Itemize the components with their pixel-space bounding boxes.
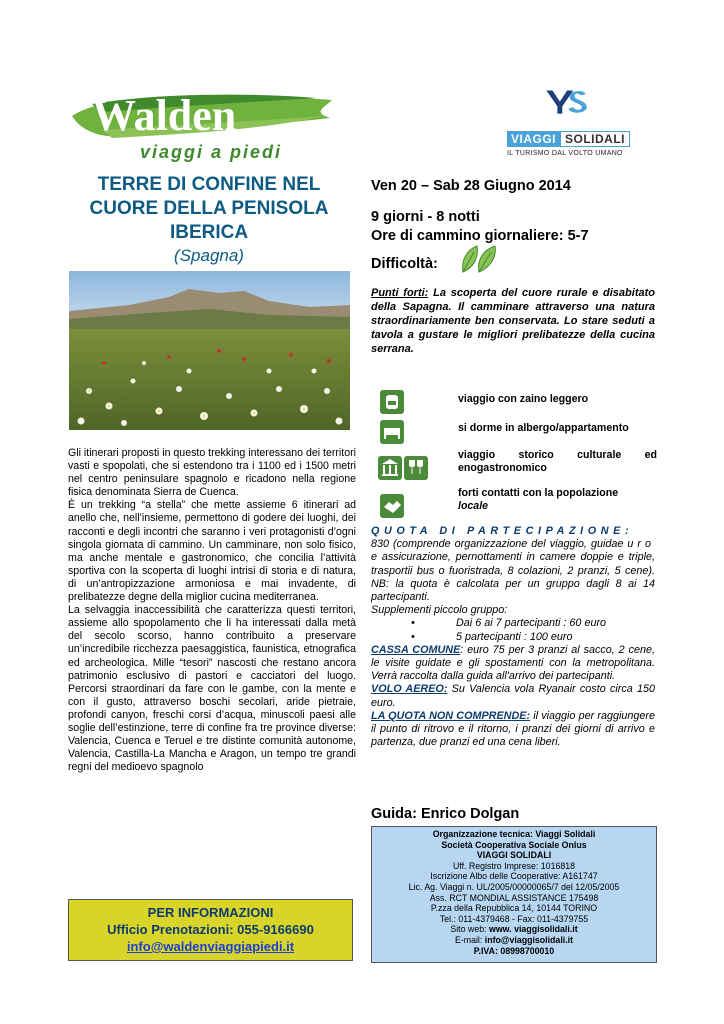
org-email: E-mail: info@viaggisolidali.it bbox=[454, 934, 574, 945]
common-fund bbox=[371, 644, 655, 684]
flight-label: VOLO AEREO: bbox=[371, 683, 448, 696]
contact-email-link[interactable]: info@waldenviaggiapiedi.it bbox=[126, 939, 295, 954]
org-vat: P.IVA: 08998700010 bbox=[473, 945, 555, 956]
org-line: Iscrizione Albo delle Cooperative: A161747 bbox=[430, 871, 598, 882]
walden-name: Walden bbox=[92, 91, 237, 140]
vs-word-viaggi: VIAGGI bbox=[507, 131, 560, 147]
trip-dates: Ven 20 – Sab 28 Giugno 2014 bbox=[371, 178, 571, 194]
org-email-link[interactable]: info@viaggisolidali.it bbox=[484, 934, 574, 945]
org-line: Tel.: 011-4379468 - Fax: 011-4379755 bbox=[439, 913, 589, 924]
feature-lodging bbox=[377, 419, 657, 445]
org-line: Ass. RCT MONDIAL ASSISTANCE 175498 bbox=[429, 892, 599, 903]
org-website: Sito web: www. viaggisolidali.it bbox=[450, 924, 578, 935]
organization-box bbox=[371, 826, 657, 963]
viaggi-solidali-tagline: IL TURISMO DAL VOLTO UMANO bbox=[507, 150, 623, 157]
price-excludes bbox=[371, 710, 655, 750]
backpack-icon bbox=[377, 389, 407, 415]
info-box-title: PER INFORMAZIONI bbox=[147, 905, 274, 920]
description-paragraph: Gli itinerari proposti in questo trekking interessano dei territori vasti e spopolati, che si estendono tra i 1100 ed i 1500 metri nel centro peninsulare spagnolo e ricadono nella regione fisica denominata Sierra de Cuenca. bbox=[68, 447, 356, 499]
org-line: Lic. Ag. Viaggi n. UL/2005/00000065/7 del 12/05/2005 bbox=[408, 881, 620, 892]
supplement-item: • Dai 6 ai 7 partecipanti : 60 euro bbox=[411, 617, 607, 630]
description-paragraph: È un trekking “a stella” che mette assieme 6 itinerari ad anello che, nell’insieme, permettono di godere dei luoghi, dei racconti e degli incontri che saranno i veri protagonisti d’ogni singola giornata di cammino. Un camminare, non solo fisico, ma anche mentale e gastronomico, che concilia l’attività sportiva con la scoperta di luoghi intrisi di storia e di natura, di un’antropizzazione armoniosa e mai invadente, di prelibatezze degne della miglior cucina mediterranea. bbox=[68, 499, 356, 604]
org-line: Uff. Registro Imprese: 1016818 bbox=[452, 860, 576, 871]
trip-duration: 9 giorni - 8 notti bbox=[371, 209, 480, 225]
feature-culture bbox=[377, 449, 657, 481]
description-paragraph: La selvaggia inaccessibilità che caratterizza questi territori, assieme allo spopolamento che li ha interessati dalla metà del secolo scorso, hanno contribuito a preservare un’incredibile ricchezza paesaggistica, faunistica, etnografica ed archeologica. Mille “tesori” nascosti che restano ancora patrimonio esclusivo di pastori e cacciatori del luogo. Percorsi straordinari da fare con le gambe, con la mente e con il gusto, attraverso boschi secolari, aride pietraie, profondi canyon, freschi corsi d’acqua, minuscoli paesi alle soglie dell’estinzione, terre di confine fra tre province diverse: Valencia, Cuenca e Teruel e tre distinte comunità autonome, Valencia, Castilla-La Mancha e Aragon, un tempo tre grandi regni del medioevo spagnolo bbox=[68, 604, 356, 774]
trip-title bbox=[62, 173, 356, 245]
strong-points-label: Punti forti: bbox=[371, 287, 429, 299]
walking-hours: Ore di cammino giornaliere: 5-7 bbox=[371, 228, 589, 244]
walden-logo bbox=[62, 86, 342, 166]
price-excludes-label: LA QUOTA NON COMPRENDE: bbox=[371, 709, 531, 722]
feature-backpack bbox=[377, 389, 657, 415]
flight-text: Su Valencia vola Ryanair costo circa 150 euro. bbox=[371, 683, 655, 709]
vs-word-solidali: SOLIDALI bbox=[560, 131, 630, 147]
feature-text: viaggio storico culturale ed enogastronomico bbox=[458, 449, 657, 474]
org-line: Società Cooperativa Sociale Onlus bbox=[441, 839, 587, 850]
price-heading: QUOTA DI PARTECIPAZIONE: bbox=[371, 525, 634, 537]
org-line: Organizzazione tecnica: Viaggi Solidali bbox=[432, 829, 596, 839]
walden-tagline: viaggi a piedi bbox=[140, 142, 283, 162]
viaggi-solidali-wordmark bbox=[507, 131, 655, 147]
org-website-link[interactable]: www. viaggisolidali.it bbox=[489, 924, 578, 935]
common-fund-text: : euro 75 per 3 pranzi al sacco, 2 cene, le visite guidate e gli spostamenti con la metropolitana. Verrà raccolta dalla guida all'arrivo dei partecipanti. bbox=[371, 643, 655, 683]
price-section bbox=[371, 525, 655, 749]
flight-info bbox=[371, 683, 655, 709]
booking-office-phone: Ufficio Prenotazioni: 055-9166690 bbox=[107, 922, 314, 937]
trip-subtitle: (Spagna) bbox=[174, 246, 244, 265]
handshake-icon bbox=[377, 493, 407, 519]
trip-title-line: CUORE DELLA PENISOLA bbox=[89, 198, 329, 219]
feature-text-main: forti contatti con la popolazione bbox=[458, 487, 619, 499]
feature-text-italic: locale bbox=[458, 500, 489, 512]
bed-icon bbox=[377, 419, 407, 445]
price-main-text: 830 (comprende organizzazione del viaggio, guida e assicurazione, pernottamenti in camere doppie e triple, trasportii bus o fuoristrada, 8 colazioni, 2 pranzi, 5 cene). NB: la quota è calcolata per un gruppo dagli 8 ai 14 partecipanti. bbox=[371, 538, 655, 604]
price-excludes-text: il viaggio per raggiungere il punto di ritrovo e il ritorno, i pranzi dei giorni di arrivo e partenza, due pranzi ed una cena liberi. bbox=[371, 709, 655, 749]
contact-info-box bbox=[68, 899, 353, 961]
supplement-item: • 5 partecipanti : 100 euro bbox=[411, 630, 573, 643]
strong-points bbox=[371, 286, 655, 356]
common-fund-label: CASSA COMUNE bbox=[371, 643, 461, 656]
feature-text: viaggio con zaino leggero bbox=[458, 393, 589, 405]
guide-name: Guida: Enrico Dolgan bbox=[371, 806, 520, 822]
trip-title-line: TERRE DI CONFINE NEL bbox=[97, 174, 321, 195]
feature-text bbox=[458, 487, 657, 513]
strong-points-text: La scoperta del cuore rurale e disabitato della Sapagna. Il camminare attraverso una natura straordinariamente ben conservata. Lo stare seduti a tavola a gustare le migliori prelibatezze della cucina serrana. bbox=[371, 287, 655, 355]
landscape-photo bbox=[69, 271, 350, 430]
difficulty-label: Difficoltà: bbox=[371, 256, 438, 272]
trip-duration-block bbox=[371, 208, 589, 246]
supplement-label: Supplementi piccolo gruppo: bbox=[371, 604, 508, 617]
org-line: VIAGGI SOLIDALI bbox=[476, 850, 552, 861]
difficulty-leaves-icon bbox=[459, 244, 499, 274]
feature-text: si dorme in albergo/appartamento bbox=[458, 422, 629, 434]
trip-title-line: IBERICA bbox=[169, 222, 249, 243]
trip-description bbox=[68, 447, 356, 774]
org-line: P.zza della Repubblica 14, 10144 TORINO bbox=[430, 903, 598, 914]
museum-wine-icon bbox=[377, 455, 429, 481]
feature-contacts bbox=[377, 487, 657, 519]
price-currency-word: euro bbox=[617, 538, 655, 551]
viaggi-solidali-logo bbox=[505, 88, 655, 132]
